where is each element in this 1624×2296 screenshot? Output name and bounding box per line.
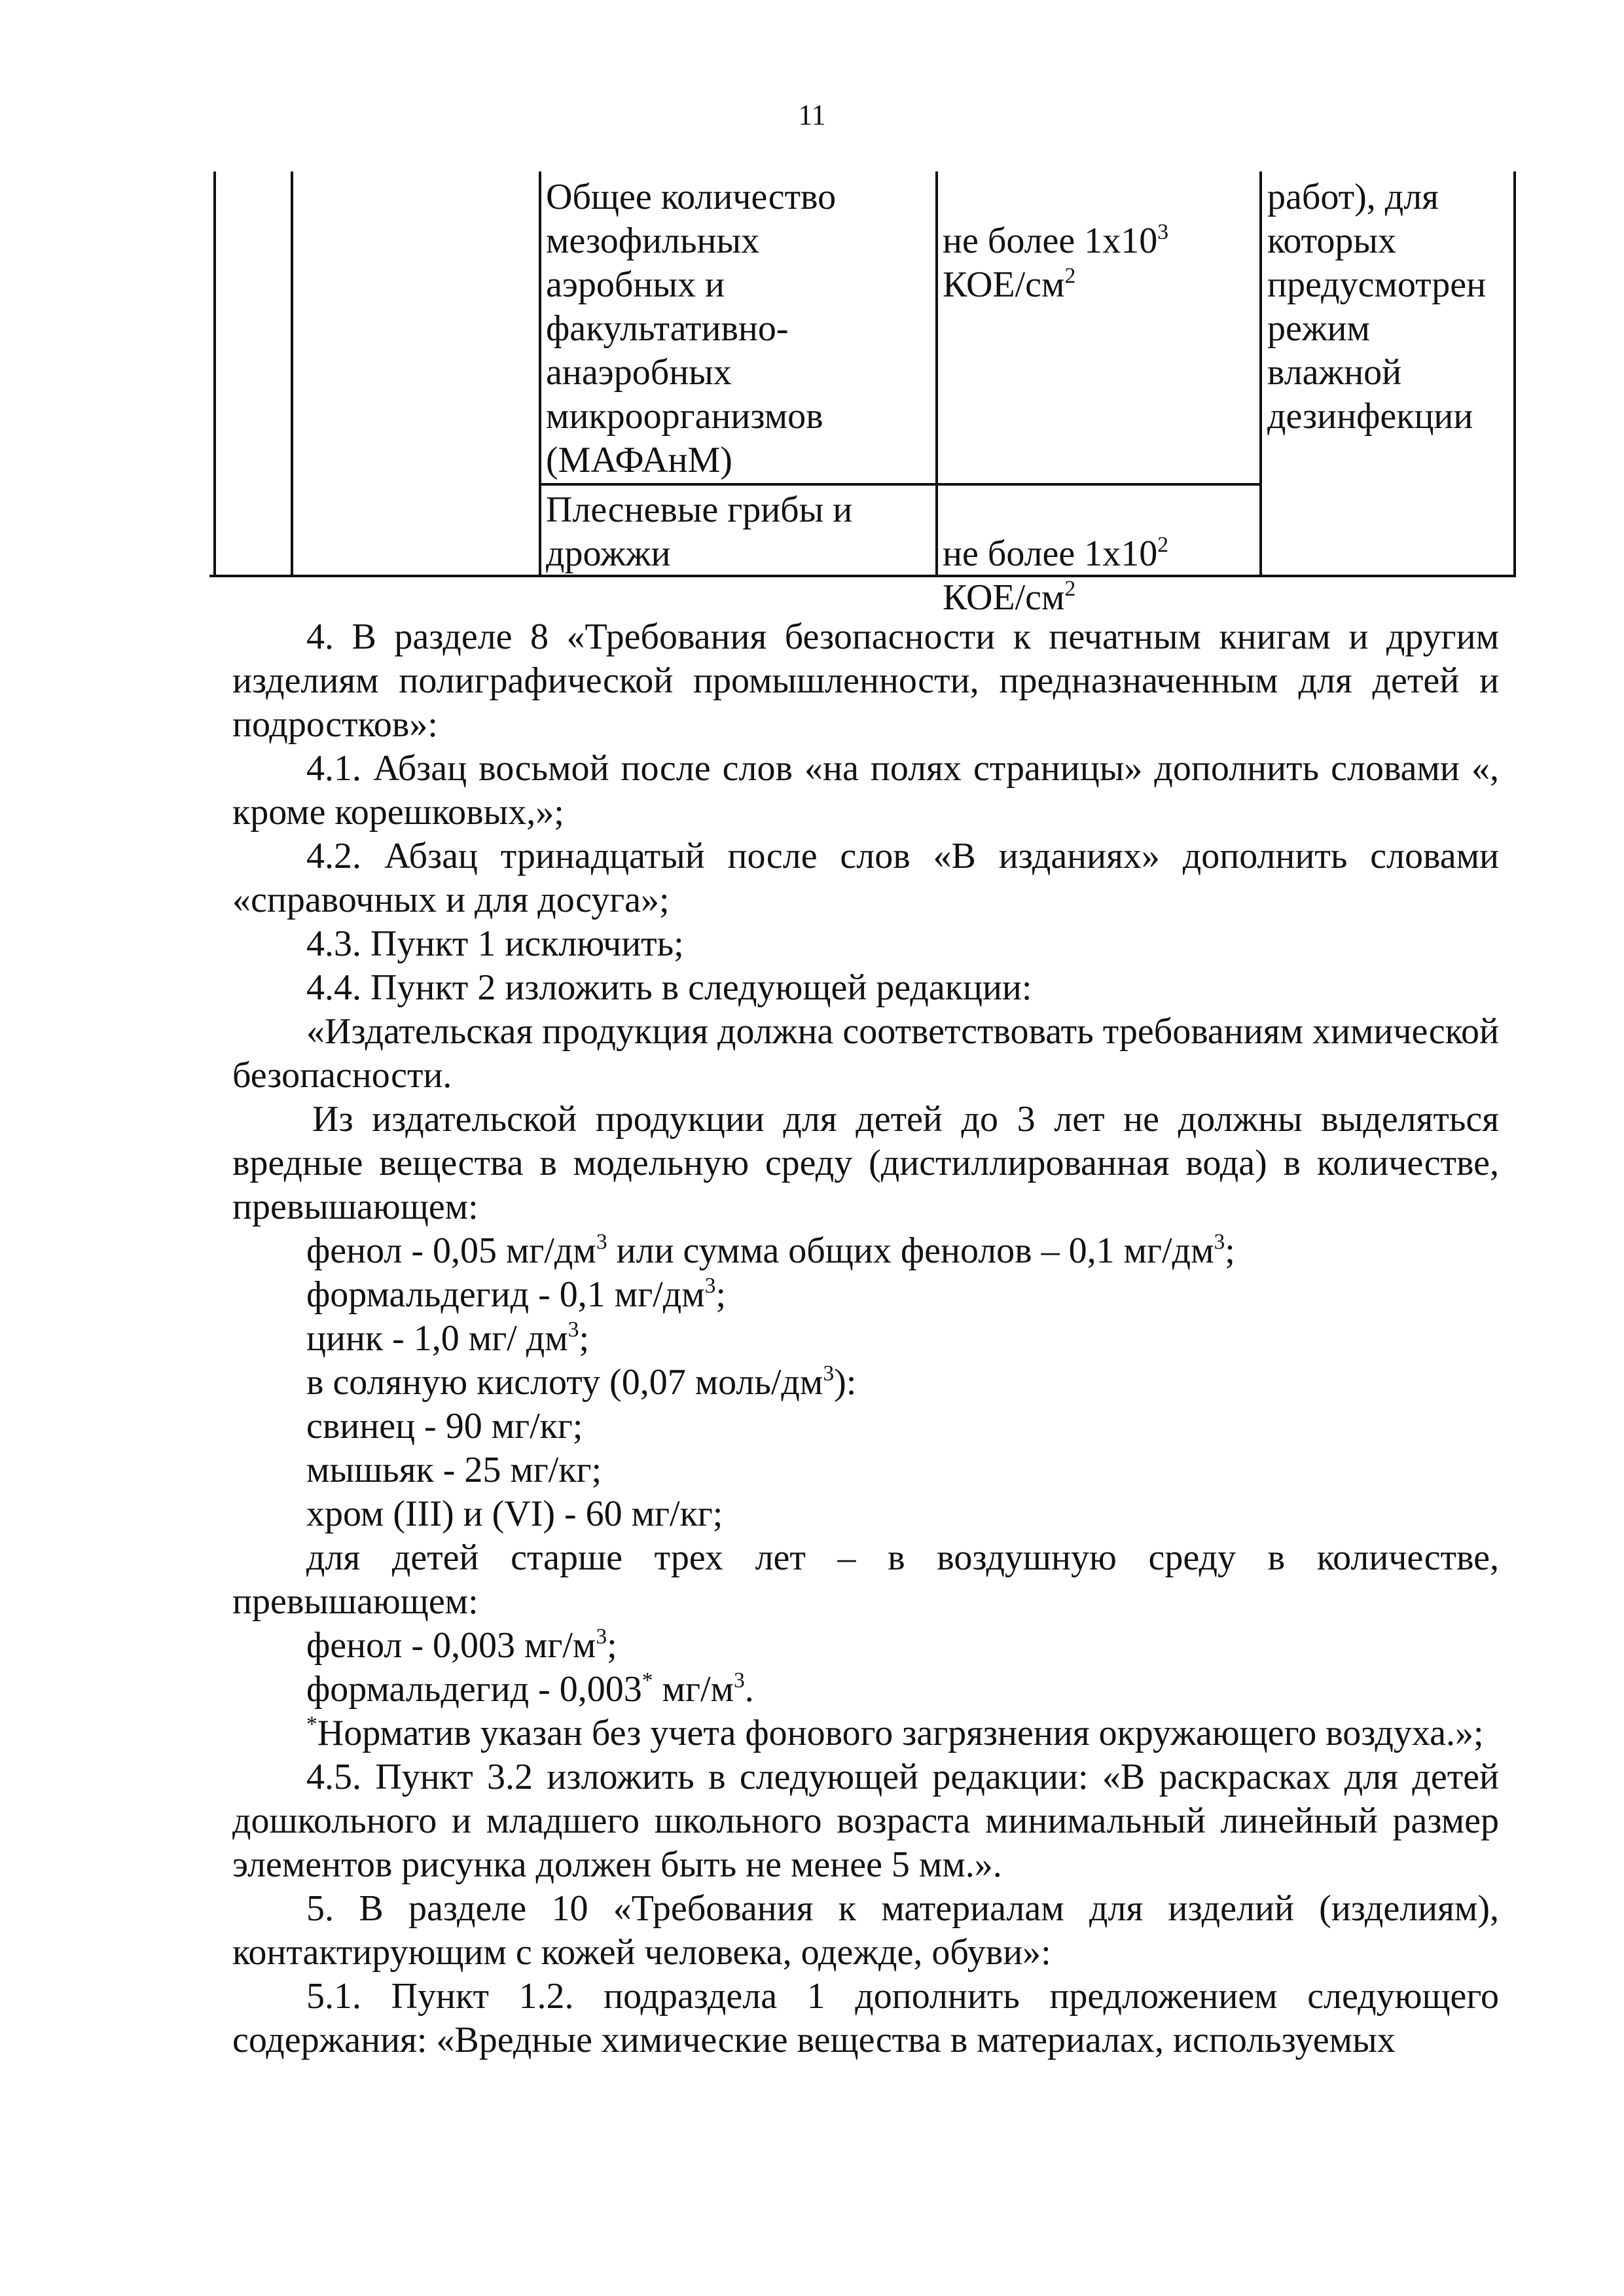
table-cell-norm-molds [943, 488, 1257, 620]
norm-exponent: 3 [1157, 219, 1169, 244]
table-divider-col1 [291, 171, 293, 577]
paragraph-4-3: 4.3. Пункт 1 исключить; [306, 924, 684, 964]
table-divider-col3 [935, 171, 938, 577]
exponent: 3 [596, 1229, 607, 1254]
paragraph-4-1: 4.1. Абзац восьмой после слов «на полях страницы» дополнить словами «, кроме корешковых,»; [232, 748, 1499, 833]
norm-unit-exponent: 2 [1064, 576, 1076, 601]
table-cell-indicator-molds: Плесневые грибы и дрожжи [546, 490, 853, 574]
limit-text: . [744, 1669, 754, 1710]
page-number: 11 [798, 99, 826, 131]
limit-formaldehyde-air [232, 1668, 1499, 1712]
limit-chrome: хром (III) и (VI) - 60 мг/кг; [306, 1494, 723, 1534]
limit-formaldehyde-water [232, 1273, 1499, 1317]
footnote-text: Норматив указан без учета фонового загрязнения окружающего воздуха.»; [317, 1713, 1484, 1753]
limit-phenol-water [232, 1229, 1499, 1273]
exponent: 3 [704, 1273, 716, 1298]
limit-text: или сумма общих фенолов – 0,1 мг/дм [607, 1230, 1214, 1271]
limit-phenol-air [232, 1624, 1499, 1668]
limit-text: фенол - 0,05 мг/дм [306, 1230, 596, 1271]
limit-zinc [232, 1317, 1499, 1361]
limit-text: ; [607, 1625, 617, 1666]
limit-arsenic: мышьяк - 25 мг/кг; [306, 1450, 602, 1490]
exponent: 3 [733, 1668, 745, 1693]
requirements-table [209, 171, 1519, 618]
paragraph-4-4-under-3: Из издательской продукции для детей до 3 лет не должны выделяться вредные вещества в модельную среду (дистиллированная вода) в количестве, превышающем: [232, 1099, 1499, 1227]
norm-exponent: 2 [1157, 532, 1169, 557]
paragraph-5-1: 5.1. Пункт 1.2. подраздела 1 дополнить предложением следующего содержания: «Вредные химические вещества в материалах, используемых [232, 1976, 1499, 2060]
paragraph-older-children: для детей старше трех лет – в воздушную среду в количестве, превышающем: [232, 1537, 1499, 1622]
table-row-divider [539, 483, 1262, 486]
limit-text: формальдегид - 0,1 мг/дм [306, 1274, 705, 1315]
exponent: 3 [823, 1361, 835, 1386]
table-divider-col4 [1259, 171, 1262, 577]
limit-text: в соляную кислоту (0,07 моль/дм [306, 1362, 823, 1403]
table-cell-indicator-mafanm: Общее количество мезофильных аэробных и факультативно- анаэробных микроорганизмов (МАФАнМ) [546, 177, 837, 480]
limit-text: мг/м [653, 1669, 734, 1710]
table-cell-norm-mafanm [943, 175, 1257, 307]
paragraph-4-2: 4.2. Абзац тринадцатый после слов «В изданиях» дополнить словами «справочных и для досуга»; [232, 836, 1499, 920]
norm-unit: КОЕ/см [943, 577, 1065, 618]
limit-lead: свинец - 90 мг/кг; [306, 1406, 583, 1446]
limit-text: цинк - 1,0 мг/ дм [306, 1318, 568, 1359]
limit-text: фенол - 0,003 мг/м [306, 1625, 596, 1666]
document-body [232, 615, 1499, 2062]
exponent: 3 [1214, 1229, 1225, 1254]
norm-unit-exponent: 2 [1064, 263, 1076, 288]
norm-unit: КОЕ/см [943, 264, 1065, 305]
paragraph-4-4: 4.4. Пункт 2 изложить в следующей редакции: [306, 967, 1032, 1008]
paragraph-4-5: 4.5. Пункт 3.2 изложить в следующей редакции: «В раскрасках для детей дошкольного и младшего школьного возраста минимальный линейный размер элементов рисунка должен быть не менее 5 мм.». [232, 1757, 1499, 1885]
table-border-right [1513, 171, 1516, 577]
limit-text: ; [715, 1274, 727, 1315]
table-cell-note: работ), для которых предусмотрен режим влажной дезинфекции [1267, 177, 1487, 437]
paragraph-4-4-quote: «Издательская продукция должна соответствовать требованиям химической безопасности. [232, 1011, 1499, 1096]
limit-text: ; [1225, 1230, 1235, 1271]
table-divider-col2 [539, 171, 541, 577]
limit-text: формальдегид - 0,003 [306, 1669, 642, 1710]
footnote-mark: * [306, 1712, 317, 1736]
paragraph-section-4: 4. В разделе 8 «Требования безопасности к печатным книгам и другим изделиям полиграфической промышленности, предназначенным для детей и подростков»: [232, 617, 1499, 745]
table-border-left [213, 171, 216, 577]
hydrochloric-acid-medium [232, 1361, 1499, 1405]
exponent: 3 [596, 1624, 607, 1649]
norm-value: не более 1х10 [943, 221, 1158, 261]
footnote [232, 1712, 1499, 1755]
footnote-mark: * [641, 1668, 653, 1693]
limit-text: ; [579, 1318, 590, 1359]
norm-value: не более 1х10 [943, 533, 1158, 574]
limit-text: ): [834, 1362, 857, 1403]
paragraph-section-5: 5. В разделе 10 «Требования к материалам для изделий (изделиям), контактирующим с кожей человека, одежде, обуви»: [232, 1888, 1499, 1973]
exponent: 3 [568, 1317, 579, 1342]
